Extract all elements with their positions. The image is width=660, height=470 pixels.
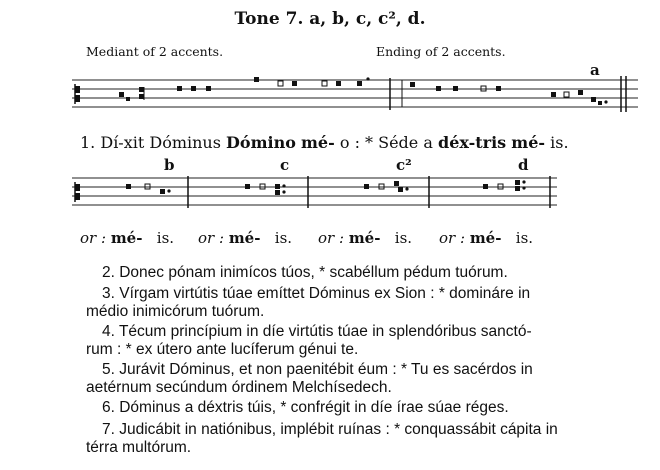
lyric-or-b bbox=[80, 229, 174, 247]
or-label: or : bbox=[198, 229, 225, 247]
verse-3-line-1: 3. Vírgam virtútis túae emíttet Dóminus ex Sion : * domináre in bbox=[102, 285, 531, 302]
lyric-is: is. bbox=[156, 229, 175, 247]
lyric-is: is. bbox=[394, 229, 413, 247]
verse-6: 6. Dóminus a déxtris túis, * confrégit in díe írae súae réges. bbox=[102, 399, 509, 416]
lyric-o-sede: o : * Séde bbox=[339, 133, 419, 152]
lyric-me: mé- bbox=[301, 133, 335, 152]
c-clef-2 bbox=[75, 182, 80, 202]
ending-letter-c: c bbox=[280, 156, 290, 174]
neumes-b bbox=[126, 176, 188, 208]
lyric-a: a bbox=[423, 133, 433, 152]
neumes-d bbox=[483, 176, 550, 208]
lyric-line-1 bbox=[80, 133, 569, 152]
lyric-dextris: déx-tris bbox=[438, 133, 507, 152]
verse-5-line-1: 5. Jurávit Dóminus, et non paenitébit éum : * Tu es sacérdos in bbox=[102, 361, 533, 378]
lyric-me2: mé- bbox=[511, 133, 546, 152]
or-label: or : bbox=[318, 229, 345, 247]
lyric-me: mé- bbox=[228, 229, 261, 247]
verse-4-line-1: 4. Técum princípium in díe virtútis túae in splendóribus sanctó- bbox=[102, 323, 532, 340]
lyric-or-d bbox=[439, 229, 533, 247]
lyric-is: is. bbox=[550, 133, 569, 152]
verse-4-line-2: rum : * ex útero ante lucíferum génui te. bbox=[86, 341, 359, 358]
neumes-c bbox=[245, 176, 308, 208]
ending-letter-b: b bbox=[164, 156, 175, 174]
lyric-me: mé- bbox=[348, 229, 381, 247]
lyric-or-c bbox=[198, 229, 292, 247]
ending-label: Ending of 2 accents. bbox=[376, 44, 506, 59]
lyric-dixit: Dí-xit bbox=[100, 133, 145, 152]
staff-1 bbox=[72, 70, 638, 118]
neumes-c2 bbox=[364, 176, 429, 208]
ending-letter-c2: c² bbox=[396, 156, 412, 174]
mediant-label: Mediant of 2 accents. bbox=[86, 44, 224, 59]
or-label: or : bbox=[80, 229, 107, 247]
verse-number: 1. bbox=[80, 133, 96, 152]
lyric-or-c2 bbox=[318, 229, 412, 247]
c-clef bbox=[75, 84, 80, 104]
lyric-me: mé- bbox=[110, 229, 143, 247]
page-title: Tone 7. a, b, c, c², d. bbox=[234, 9, 426, 29]
lyric-is: is. bbox=[274, 229, 293, 247]
lyric-dominus: Dóminus bbox=[149, 133, 221, 152]
verse-2: 2. Donec pónam inimícos túos, * scabéllum pédum tuórum. bbox=[102, 264, 508, 281]
ending-letter-d: d bbox=[518, 156, 529, 174]
lyric-is: is. bbox=[515, 229, 534, 247]
ending-letter-a: a bbox=[590, 61, 600, 79]
verse-7-line-1: 7. Judicábit in natiónibus, implébit ruínas : * conquassábit cápita in bbox=[102, 421, 558, 438]
or-label: or : bbox=[439, 229, 466, 247]
staff-2 bbox=[72, 172, 562, 216]
verse-5-line-2: aetérnum secúndum órdinem Melchísedech. bbox=[86, 379, 392, 396]
verse-7-line-2: térra multórum. bbox=[86, 439, 192, 456]
lyric-domino: Dómino bbox=[226, 133, 296, 152]
lyric-me: mé- bbox=[469, 229, 502, 247]
verse-3-line-2: médio inimicórum tuórum. bbox=[86, 303, 265, 320]
